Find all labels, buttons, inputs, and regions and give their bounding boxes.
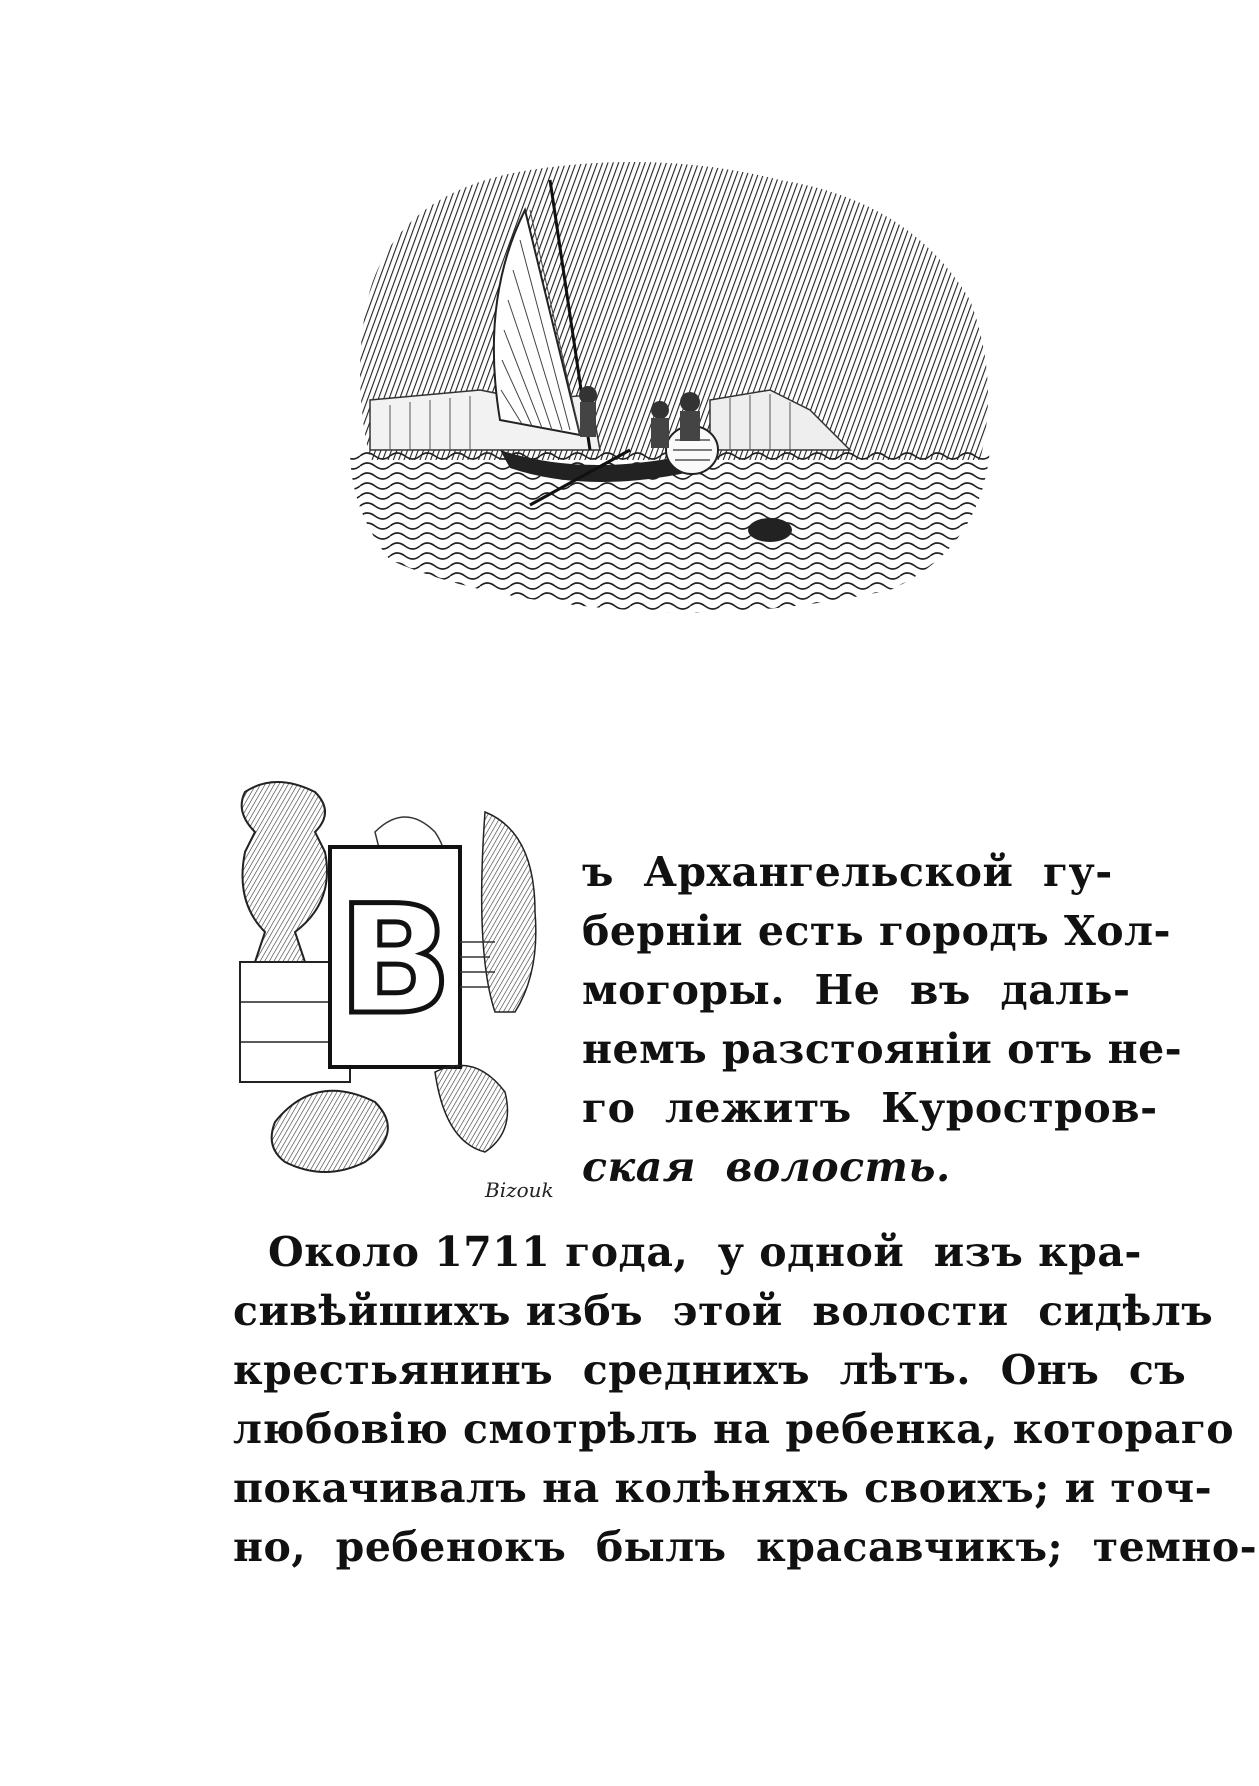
decorative-initial: [235, 772, 565, 1212]
paragraph-line: сивѣйшихъ избъ этой волости сидѣлъ: [233, 1287, 1214, 1335]
text-line: го лежитъ Куростров-: [582, 1084, 1158, 1132]
paragraph-line: крестьянинъ среднихъ лѣтъ. Онъ съ: [233, 1346, 1187, 1394]
initial-signature: Bizouk: [485, 1178, 554, 1202]
paragraph-line: Около 1711 года, у одной изъ кра-: [268, 1228, 1142, 1276]
paragraph-line: но, ребенокъ былъ красавчикъ; темно-: [233, 1523, 1258, 1571]
initial-letter: В: [337, 874, 453, 1048]
sailboat-engraving: [330, 150, 1010, 630]
paragraph-line: любовію смотрѣлъ на ребенка, котораго: [233, 1405, 1235, 1453]
text-line: ская волость.: [582, 1143, 951, 1191]
text-line: ъ Архангельской гу-: [582, 848, 1113, 896]
text-line: могоры. Не въ даль-: [582, 966, 1131, 1014]
paragraph-line: покачивалъ на колѣняхъ своихъ; и точ-: [233, 1464, 1213, 1512]
text-line: немъ разстояніи отъ не-: [582, 1025, 1183, 1073]
text-line: берніи есть городъ Хол-: [582, 907, 1172, 955]
